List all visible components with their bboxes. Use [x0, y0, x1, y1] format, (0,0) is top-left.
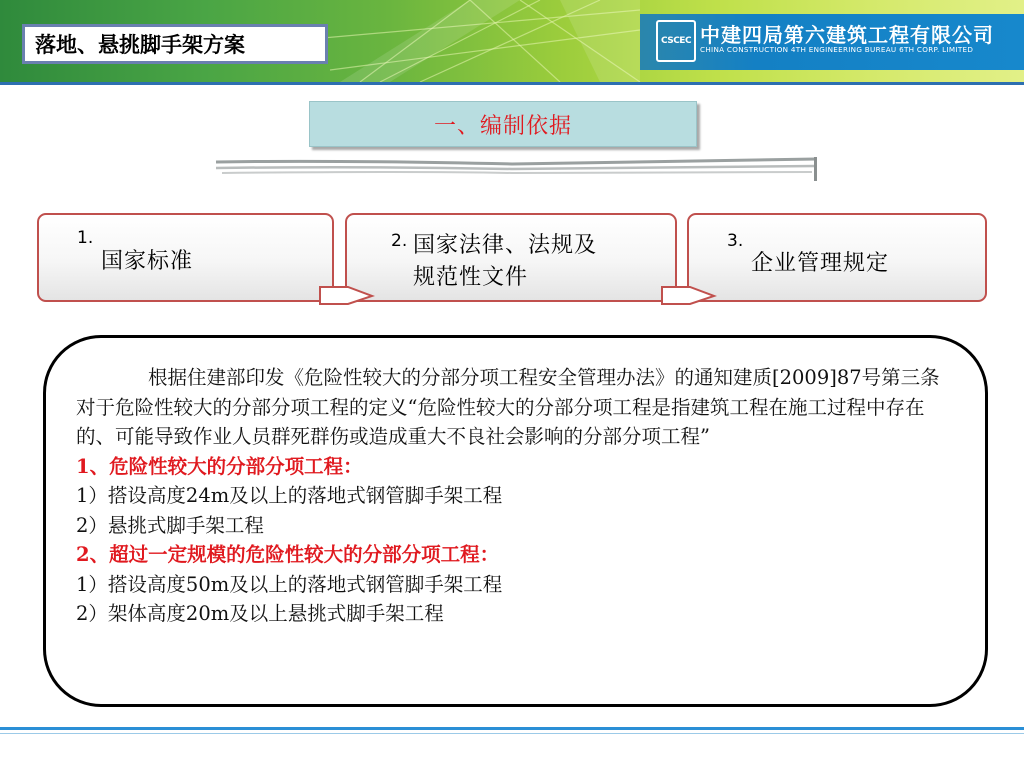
heading-large-scale-works: 2、超过一定规模的危险性较大的分部分项工程： [76, 543, 500, 566]
arrow-connector-2 [660, 283, 720, 307]
section-title: 一、编制依据 [309, 101, 697, 147]
company-name: 中建四局第六建筑工程有限公司 [700, 23, 994, 47]
category-label: 企业管理规定 [751, 251, 890, 276]
header-banner [0, 0, 1024, 82]
arrow-connector-1 [318, 283, 378, 307]
category-box-enterprise-rules [687, 213, 987, 302]
list-item: 1）搭设高度24m及以上的落地式钢管脚手架工程 [76, 484, 503, 507]
footer-line [0, 727, 1024, 730]
list-item: 2）架体高度20m及以上悬挑式脚手架工程 [76, 602, 444, 625]
content-body [76, 363, 956, 629]
category-box-laws-regulations [345, 213, 677, 302]
category-number: 2. [391, 231, 408, 251]
category-box-national-standards [37, 213, 334, 302]
heading-dangerous-works: 1、危险性较大的分部分项工程： [76, 454, 363, 478]
company-logo-icon: CSCEC [656, 20, 696, 62]
category-number: 1. [77, 228, 94, 248]
category-number: 3. [727, 231, 744, 251]
footer-line-thin [0, 733, 1024, 734]
company-brand [640, 14, 1024, 70]
list-item: 2）悬挑式脚手架工程 [76, 513, 264, 537]
document-title: 落地、悬挑脚手架方案 [22, 24, 328, 64]
content-panel [43, 335, 988, 707]
header-divider [0, 82, 1024, 85]
intro-paragraph: 根据住建部印发《危险性较大的分部分项工程安全管理办法》的通知建质[2009]87号第三条对于危险性较大的分部分项工程的定义“危险性较大的分部分项工程是指建筑工程在施工过程中存在的、可能导致作业人员群死群伤或造成重大不良社会影响的分部分项工程” [76, 366, 940, 448]
category-label: 国家标准 [101, 249, 194, 274]
category-label-line1: 国家法律、法规及 [413, 233, 598, 258]
company-name-english: CHINA CONSTRUCTION 4TH ENGINEERING BUREAU 6TH CORP. LIMITED [700, 45, 974, 54]
list-item: 1）搭设高度50m及以上的落地式钢管脚手架工程 [76, 572, 503, 596]
decorative-divider [212, 154, 822, 184]
category-label-line2: 规范性文件 [413, 265, 529, 290]
